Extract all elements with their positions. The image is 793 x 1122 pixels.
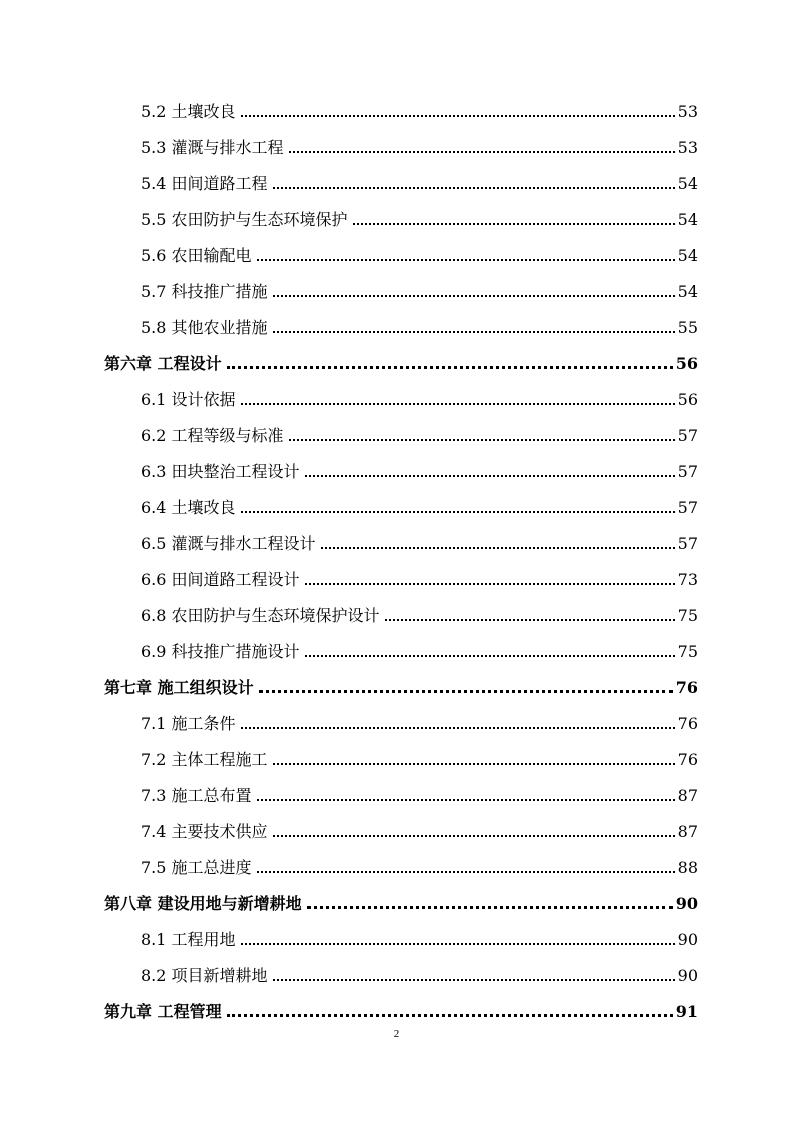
toc-entry-page: 75: [677, 642, 698, 661]
dot-leader: [241, 511, 675, 513]
toc-entry-title: 6.3 田块整治工程设计: [141, 462, 300, 481]
toc-entry[interactable]: [141, 958, 698, 986]
toc-entry-page: 88: [677, 858, 698, 877]
toc-entry-page: 54: [677, 282, 698, 301]
toc-entry[interactable]: [141, 238, 698, 266]
dot-leader: [227, 366, 673, 369]
toc-chapter-entry[interactable]: [104, 886, 698, 914]
toc-entry-page: 91: [675, 1002, 698, 1021]
toc-entry[interactable]: [141, 166, 698, 194]
toc-entry[interactable]: [141, 742, 698, 770]
toc-entry-title: 6.5 灌溉与排水工程设计: [141, 534, 316, 553]
toc-entry-title: 第七章 施工组织设计: [104, 678, 254, 697]
toc-entry[interactable]: [141, 418, 698, 446]
toc-entry-title: 6.6 田间道路工程设计: [141, 570, 300, 589]
toc-entry[interactable]: [141, 706, 698, 734]
toc-entry[interactable]: [141, 562, 698, 590]
toc-entry-page: 57: [677, 462, 698, 481]
dot-leader: [289, 439, 675, 441]
page-number: 2: [393, 1028, 400, 1040]
toc-entry-page: 75: [677, 606, 698, 625]
toc-entry-title: 7.2 主体工程施工: [141, 750, 268, 769]
toc-entry-page: 56: [677, 390, 698, 409]
dot-leader: [273, 187, 675, 189]
toc-entry-title: 第八章 建设用地与新增耕地: [104, 894, 302, 913]
dot-leader: [241, 727, 675, 729]
toc-entry-page: 55: [677, 318, 698, 337]
toc-entry-page: 56: [675, 354, 698, 373]
toc-entry[interactable]: [141, 130, 698, 158]
toc-entry[interactable]: [141, 274, 698, 302]
dot-leader: [305, 583, 675, 585]
toc-entry-title: 5.8 其他农业措施: [141, 318, 268, 337]
toc-entry-title: 5.4 田间道路工程: [141, 174, 268, 193]
dot-leader: [257, 259, 675, 261]
toc-entry[interactable]: [141, 454, 698, 482]
toc-entry-page: 73: [677, 570, 698, 589]
toc-entry[interactable]: [141, 310, 698, 338]
toc-entry[interactable]: [141, 814, 698, 842]
dot-leader: [273, 979, 675, 981]
toc-entry-page: 53: [677, 138, 698, 157]
toc-entry-page: 54: [677, 246, 698, 265]
toc-entry-page: 76: [677, 750, 698, 769]
toc-chapter-entry[interactable]: [104, 346, 698, 374]
dot-leader: [321, 547, 675, 549]
dot-leader: [257, 799, 675, 801]
toc-entry-page: 57: [677, 426, 698, 445]
toc-entry-page: 90: [675, 894, 698, 913]
dot-leader: [273, 763, 675, 765]
toc-entry[interactable]: [141, 94, 698, 122]
toc-entry-title: 5.2 土壤改良: [141, 102, 236, 121]
dot-leader: [307, 906, 673, 909]
toc-entry-title: 6.4 土壤改良: [141, 498, 236, 517]
toc-entry-page: 87: [677, 822, 698, 841]
toc-entry[interactable]: [141, 778, 698, 806]
toc-entry-title: 8.1 工程用地: [141, 930, 236, 949]
toc-entry-title: 6.1 设计依据: [141, 390, 236, 409]
toc-entry-title: 7.1 施工条件: [141, 714, 236, 733]
toc-entry-title: 8.2 项目新增耕地: [141, 966, 268, 985]
toc-chapter-entry[interactable]: [104, 994, 698, 1022]
toc-entry-title: 第九章 工程管理: [104, 1002, 222, 1021]
toc-entry[interactable]: [141, 598, 698, 626]
dot-leader: [227, 1014, 673, 1017]
toc-entry-page: 54: [677, 174, 698, 193]
dot-leader: [289, 151, 675, 153]
toc-entry-page: 90: [677, 966, 698, 985]
toc-entry[interactable]: [141, 526, 698, 554]
toc-entry-title: 5.3 灌溉与排水工程: [141, 138, 284, 157]
toc-entry-title: 5.5 农田防护与生态环境保护: [141, 210, 348, 229]
toc-entry-title: 7.5 施工总进度: [141, 858, 252, 877]
toc-entry[interactable]: [141, 490, 698, 518]
dot-leader: [241, 403, 675, 405]
dot-leader: [305, 655, 675, 657]
toc-entry-page: 53: [677, 102, 698, 121]
dot-leader: [257, 871, 675, 873]
toc-entry-title: 6.2 工程等级与标准: [141, 426, 284, 445]
toc-entry-page: 87: [677, 786, 698, 805]
toc-entry[interactable]: [141, 382, 698, 410]
toc-entry-page: 76: [677, 714, 698, 733]
toc-entry-page: 57: [677, 498, 698, 517]
toc-entry-page: 57: [677, 534, 698, 553]
dot-leader: [273, 295, 675, 297]
dot-leader: [259, 690, 673, 693]
dot-leader: [273, 835, 675, 837]
toc-entry-title: 5.7 科技推广措施: [141, 282, 268, 301]
dot-leader: [241, 943, 675, 945]
dot-leader: [305, 475, 675, 477]
toc-entry-title: 7.4 主要技术供应: [141, 822, 268, 841]
toc-entry-title: 6.9 科技推广措施设计: [141, 642, 300, 661]
toc-entry-title: 7.3 施工总布置: [141, 786, 252, 805]
dot-leader: [241, 115, 675, 117]
toc-entry-title: 5.6 农田输配电: [141, 246, 252, 265]
toc-entry-page: 76: [675, 678, 698, 697]
toc-entry[interactable]: [141, 202, 698, 230]
toc-entry[interactable]: [141, 922, 698, 950]
toc-entry[interactable]: [141, 850, 698, 878]
toc-entry-title: 第六章 工程设计: [104, 354, 222, 373]
dot-leader: [353, 223, 675, 225]
toc-chapter-entry[interactable]: [104, 670, 698, 698]
dot-leader: [385, 619, 675, 621]
dot-leader: [273, 331, 675, 333]
toc-entry-title: 6.8 农田防护与生态环境保护设计: [141, 606, 380, 625]
toc-entry[interactable]: [141, 634, 698, 662]
toc-entry-page: 54: [677, 210, 698, 229]
toc-entry-page: 90: [677, 930, 698, 949]
